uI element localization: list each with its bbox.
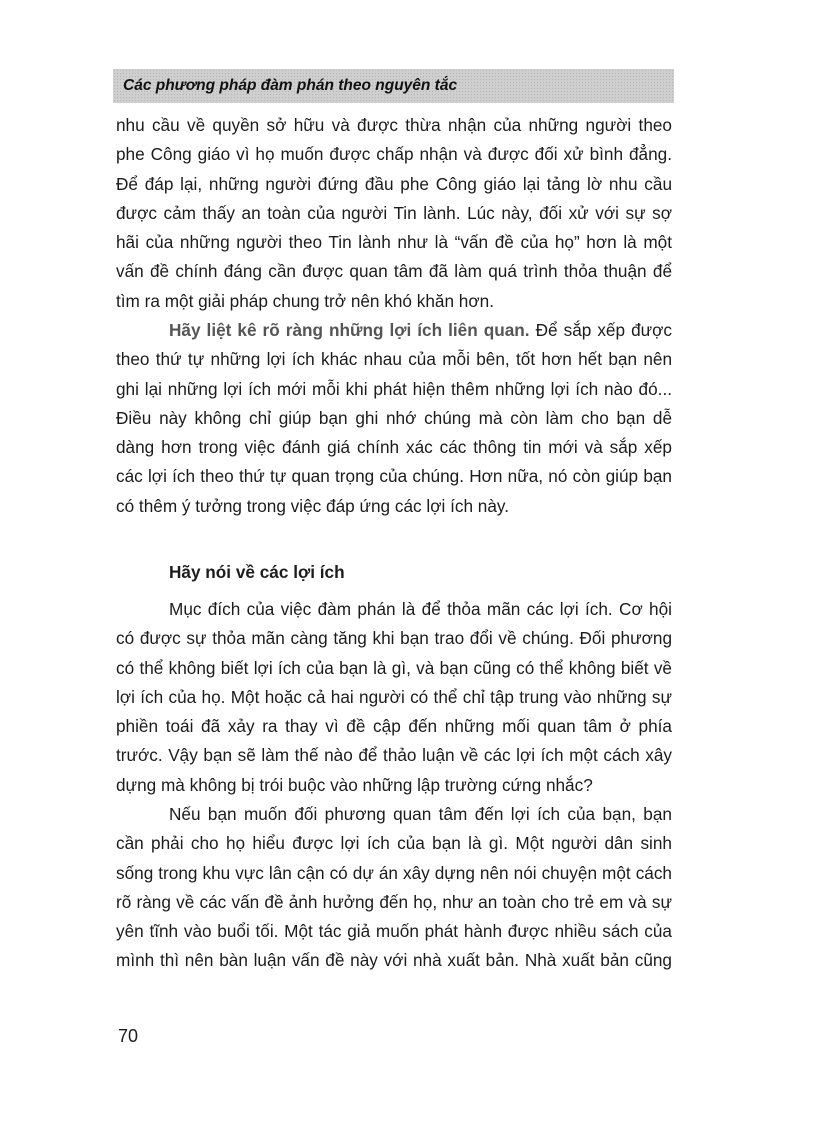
paragraph-2: [116, 316, 672, 521]
text-line: cần phải cho họ hiểu được lợi ích của bạn là gì. Một người dân sinh: [116, 833, 672, 854]
text-line: hãi của những người theo Tin lành như là “vấn đề của họ” hơn là một: [116, 232, 672, 253]
text-line: có được sự thỏa mãn càng tăng khi bạn trao đổi về chúng. Đối phương: [116, 628, 672, 649]
text-line: có thể không biết lợi ích của bạn là gì, và bạn cũng có thể không biết về: [116, 657, 672, 678]
section-heading: Hãy nói về các lợi ích: [169, 562, 345, 582]
text-line: ghi lại những lợi ích mới mỗi khi phát hiện thêm những lợi ích nào đó...: [116, 378, 672, 399]
running-header-title: Các phương pháp đàm phán theo nguyên tắc: [123, 77, 458, 94]
text-line: Mục đích của việc đàm phán là để thỏa mãn các lợi ích. Cơ hội: [169, 599, 672, 619]
text-line: phe Công giáo vì họ muốn được chấp nhận và được đối xử bình đẳng.: [116, 144, 672, 165]
text-line-first: [116, 316, 672, 345]
running-header: [113, 69, 674, 103]
text-line: dàng hơn trong việc đánh giá chính xác các thông tin mới và sắp xếp: [116, 437, 672, 458]
text-line: lợi ích của họ. Một hoặc cả hai người có thể chỉ tập trung vào những sự: [116, 686, 672, 707]
text-line: trước. Vậy bạn sẽ làm thế nào để thảo luận về các lợi ích một cách xây: [116, 745, 672, 766]
text-line: tìm ra một giải pháp chung trở nên khó khăn hơn.: [116, 290, 494, 311]
text-line: phiền toái đã xảy ra thay vì đề cập đến những mối quan tâm ở phía: [116, 716, 672, 737]
text-line: mình thì nên bàn luận vấn đề này với nhà xuất bản. Nhà xuất bản cũng: [116, 950, 672, 971]
text-line: vấn đề chính đáng cần được quan tâm đã làm quá trình thỏa thuận để: [116, 261, 672, 282]
text-line: Nếu bạn muốn đối phương quan tâm đến lợi ích của bạn, bạn: [169, 804, 672, 824]
paragraph-lead-phrase: Hãy liệt kê rõ ràng những lợi ích liên quan.: [169, 320, 530, 340]
text-line: dựng mà không bị trói buộc vào những lập trường cứng nhắc?: [116, 774, 593, 795]
text-line: sống trong khu vực lân cận có dự án xây dựng nên nói chuyện một cách: [116, 862, 672, 883]
text-line: nhu cầu về quyền sở hữu và được thừa nhận của những người theo: [116, 115, 672, 135]
text-line: Điều này không chỉ giúp bạn ghi nhớ chúng mà còn làm cho bạn dễ: [116, 407, 672, 428]
text-line: được cảm thấy an toàn của người Tin lành. Lúc này, đối xử với sự sợ: [116, 202, 672, 223]
text-line: các lợi ích theo thứ tự quan trọng của chúng. Hơn nữa, nó còn giúp bạn: [116, 466, 672, 487]
paragraph-4: [116, 800, 672, 976]
text-line: yên tĩnh vào buổi tối. Một tác giả muốn phát hành được nhiều sách của: [116, 921, 672, 942]
text-line: theo thứ tự những lợi ích khác nhau của mỗi bên, tốt hơn hết bạn nên: [116, 349, 672, 370]
text-line: có thêm ý tưởng trong việc đáp ứng các lợi ích này.: [116, 495, 509, 516]
text-line: Để đáp lại, những người đứng đầu phe Công giáo lại tảng lờ nhu cầu: [116, 173, 672, 194]
page-number: 70: [118, 1026, 139, 1046]
text-fragment: Để sắp xếp được: [529, 320, 672, 340]
paragraph-3: [116, 595, 672, 800]
text-line: rõ ràng về các vấn đề ảnh hưởng đến họ, như an toàn cho trẻ em và sự: [116, 891, 672, 912]
paragraph-1: [116, 111, 672, 316]
